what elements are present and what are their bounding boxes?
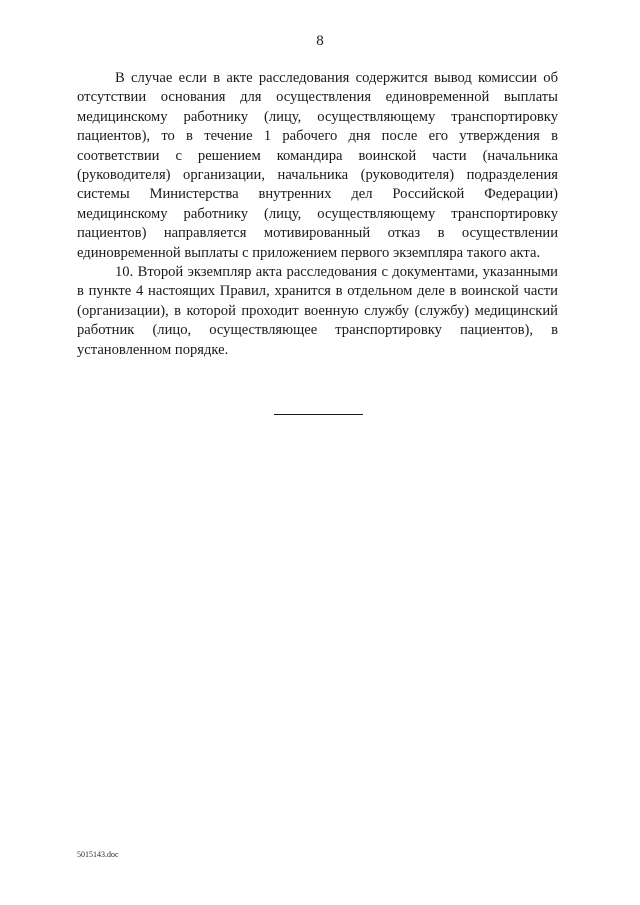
document-file-code: 5015143.doc — [77, 850, 119, 859]
document-body — [77, 69, 558, 360]
paragraph-10-second-copy-storage: 10. Второй экземпляр акта расследования с документами, указанными в пункте 4 настоящих Правил, хранится в отдельном деле в воинской части (организации), в которой проходит военную службу (службу) медицинский работник (лицо, осуществляющее транспортировку пациентов), в установленном порядке. — [77, 264, 558, 358]
paragraph-refusal-notice: В случае если в акте расследования содержится вывод комиссии об отсутствии основания для осуществления единовременной выплаты медицинскому работнику (лицу, осуществляющему транспортировку пациентов), то в течение 1 рабочего дня после его утверждения в соответствии с решением командира воинской части (начальника (руководителя) организации, начальника (руководителя) подразделения системы Министерства внутренних дел Российской Федерации) медицинскому работнику (лицу, осуществляющему транспортировку пациентов) направляется мотивированный отказ в осуществлении единовременной выплаты с приложением первого экземпляра такого акта. — [77, 70, 558, 261]
end-of-text-divider — [274, 414, 363, 415]
page-number: 8 — [316, 33, 324, 49]
